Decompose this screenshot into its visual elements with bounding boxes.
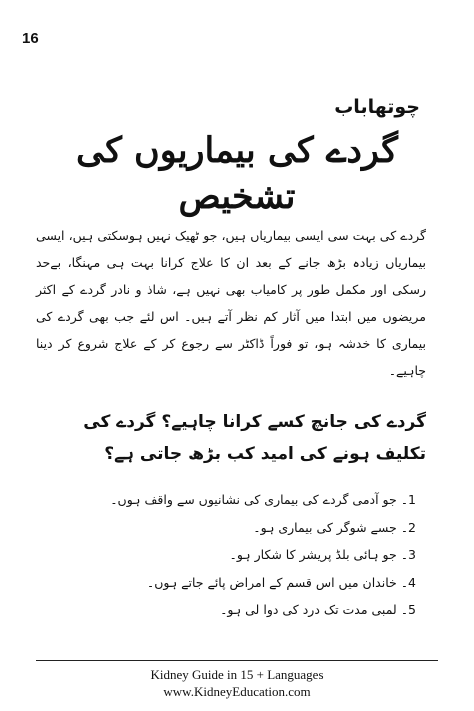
footer: [0, 666, 474, 700]
intro-paragraph: گردے کی بہت سی ایسی بیماریاں ہیں، جو ٹھیک نہیں ہوسکتی ہیں، ایسی بیماریاں زیادہ بڑھ جانے کے بعد ان کا علاج کرانا بہت ہی مہنگا، بےحد رسکی اور مکمل طور پر کامیاب بھی نہیں ہے، شاذ و نادر گردے کے اکثر مریضوں میں ابتدا میں آثار کم نظر آتے ہیں۔ اس لئے جب بھی گردے کی بیماری کا خدشہ ہو، تو فوراً ڈاکٹر سے رجوع کر کے علاج شروع کر دینا چاہیے۔: [36, 228, 426, 378]
section-question: گردے کی جانچ کسے کرانا چاہیے؟ گردے کی تکلیف ہونے کی امید کب بڑھ جاتی ہے؟: [83, 412, 426, 464]
risk-list: [36, 486, 416, 624]
footer-url: www.KidneyEducation.com: [163, 684, 311, 699]
list-item: 1۔ جو آدمی گردے کی بیماری کی نشانیوں سے واقف ہوں۔: [110, 492, 416, 507]
page-number: 16: [22, 30, 39, 47]
footer-title: Kidney Guide in 15 + Languages: [150, 667, 324, 682]
list-item: 4۔ خاندان میں اس قسم کے امراض پائے جاتے ہوں۔: [146, 574, 416, 590]
footer-divider: [36, 660, 438, 661]
chapter-label: چوتھاباب: [334, 96, 420, 118]
list-item: 5۔ لمبی مدت تک درد کی دوا لی ہو۔: [220, 602, 416, 617]
list-item: 2۔ جسے شوگر کی بیماری ہو۔: [253, 519, 416, 535]
list-item: 3۔ جو ہائی بلڈ پریشر کا شکار ہو۔: [229, 547, 416, 562]
chapter-title: گردے کی بیماریوں کی تشخیص: [76, 130, 398, 217]
